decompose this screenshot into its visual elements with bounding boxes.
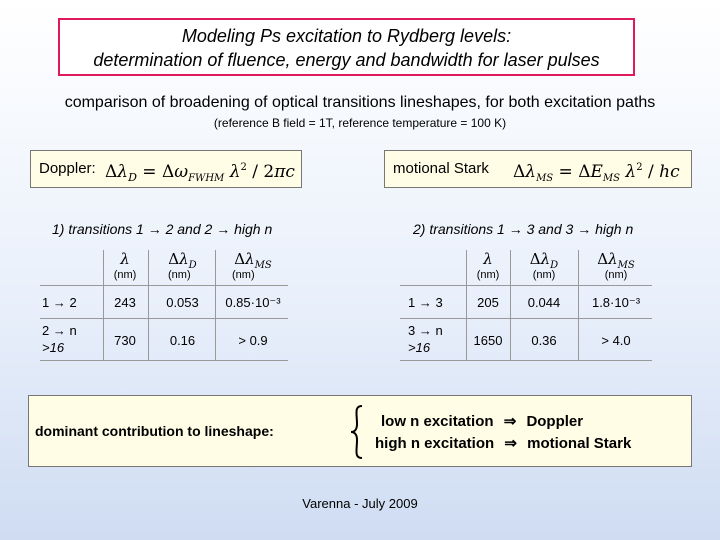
t1-col-dlambda-ms: $\Delta\lambda_{MS}$ (234, 250, 272, 271)
t1-vrule-2 (148, 250, 149, 360)
t2-vrule-2 (510, 250, 511, 360)
t1-row1-dlambda-ms: 0.85·10⁻³ (225, 295, 281, 310)
t1-row2-dlambda-ms: > 0.9 (238, 333, 268, 348)
t1-unit-1: (nm) (113, 269, 137, 281)
t1-col-lambda: λ (120, 250, 130, 268)
t2-unit-2: (nm) (532, 269, 556, 281)
t1-row2-dlambda-d: 0.16 (169, 333, 196, 348)
t1-unit-3: (nm) (232, 269, 255, 281)
t2-row2-lambda: 1650 (473, 333, 503, 348)
footer: Varenna - July 2009 (302, 496, 418, 511)
t2-row1-dlambda-d: 0.044 (527, 295, 561, 310)
t2-col-dlambda-d: $\Delta\lambda_D$ (529, 250, 559, 271)
doppler-formula (101, 154, 301, 186)
t2-row1-lambda: 205 (477, 295, 499, 310)
t1-vrule-3 (215, 250, 216, 360)
conclusion-box (28, 395, 692, 467)
t2-rule-1 (400, 285, 652, 286)
t2-row2-label: 3 → n (408, 323, 443, 338)
svg-text:ΔλD = ΔωFWHM λ2 / 2πc: $\Delta\lambda_D = \Delta\omega_{FWHM}$ $\lambda^2 / 2\pi c$ (105, 162, 295, 184)
t1-row2-label: 2 → n (42, 323, 77, 338)
t1-rule-2 (40, 318, 288, 319)
title-box (58, 18, 635, 76)
t1-row1-dlambda-d: 0.053 (166, 295, 199, 310)
reference-note: (reference B field = 1T, reference temperature = 100 K) (213, 116, 507, 130)
conclusion-line-1 (381, 412, 583, 430)
conclusion-label: dominant contribution to lineshape: (35, 423, 274, 439)
t2-col-dlambda-ms: $\Delta\lambda_{MS}$ (597, 250, 635, 271)
title-line-2: determination of fluence, energy and bandwidth for laser pulses (93, 50, 600, 70)
t2-row1-dlambda-ms: 1.8·10⁻³ (591, 295, 641, 310)
t2-unit-1: (nm) (476, 269, 500, 281)
t1-vrule-1 (103, 250, 104, 360)
doppler-formula-box (30, 150, 302, 188)
t2-rule-2 (400, 318, 652, 319)
conclusion-line-2 (375, 434, 631, 452)
implies-icon: ⇒ (503, 413, 517, 430)
stark-formula (509, 154, 689, 186)
t2-row1-label: 1 → 3 (408, 295, 443, 310)
title-line-1: Modeling Ps excitation to Rydberg levels: (181, 26, 512, 46)
t1-col-dlambda-d: $\Delta\lambda_D$ (168, 250, 197, 271)
t2-row2-dlambda-ms: > 4.0 (601, 333, 631, 348)
t1-unit-2: (nm) (168, 269, 191, 281)
stark-label: motional Stark (393, 160, 489, 177)
t1-row1-label: 1 → 2 (42, 295, 77, 310)
doppler-label: Doppler: (39, 160, 96, 177)
t1-rule-1 (40, 285, 288, 286)
implies-icon-2: ⇒ (504, 435, 517, 452)
table1-heading: 1) transitions 1 → 2 and 2 → high n (52, 221, 273, 237)
t1-row2-lambda: 730 (114, 333, 136, 348)
t1-rule-3 (40, 360, 288, 361)
t1-row2-label-2: >16 (42, 340, 65, 355)
t2-col-lambda: λ (483, 250, 493, 268)
t2-row2-label-2: >16 (408, 340, 431, 355)
stark-result: motional Stark (527, 435, 632, 452)
stark-formula-box (384, 150, 692, 188)
t2-unit-3: (nm) (604, 269, 628, 281)
table2-heading: 2) transitions 1 → 3 and 3 → high n (413, 221, 634, 237)
high-n-label: high n excitation (375, 435, 495, 452)
t1-row1-lambda: 243 (114, 295, 136, 310)
subtitle: comparison of broadening of optical transitions lineshapes, for both excitation paths (64, 94, 656, 111)
doppler-result: Doppler (526, 413, 584, 430)
low-n-label: low n excitation (381, 413, 494, 430)
svg-text:ΔλMS = ΔEMS λ2 / hc: $\Delta\lambda_{MS} = \Delta E_{MS}$ $\lambda^2$ / hc (513, 162, 680, 184)
t2-row2-dlambda-d: 0.36 (531, 333, 557, 348)
brace-icon (347, 402, 367, 462)
t2-vrule-3 (578, 250, 579, 360)
t2-rule-3 (400, 360, 652, 361)
t2-vrule-1 (466, 250, 467, 360)
